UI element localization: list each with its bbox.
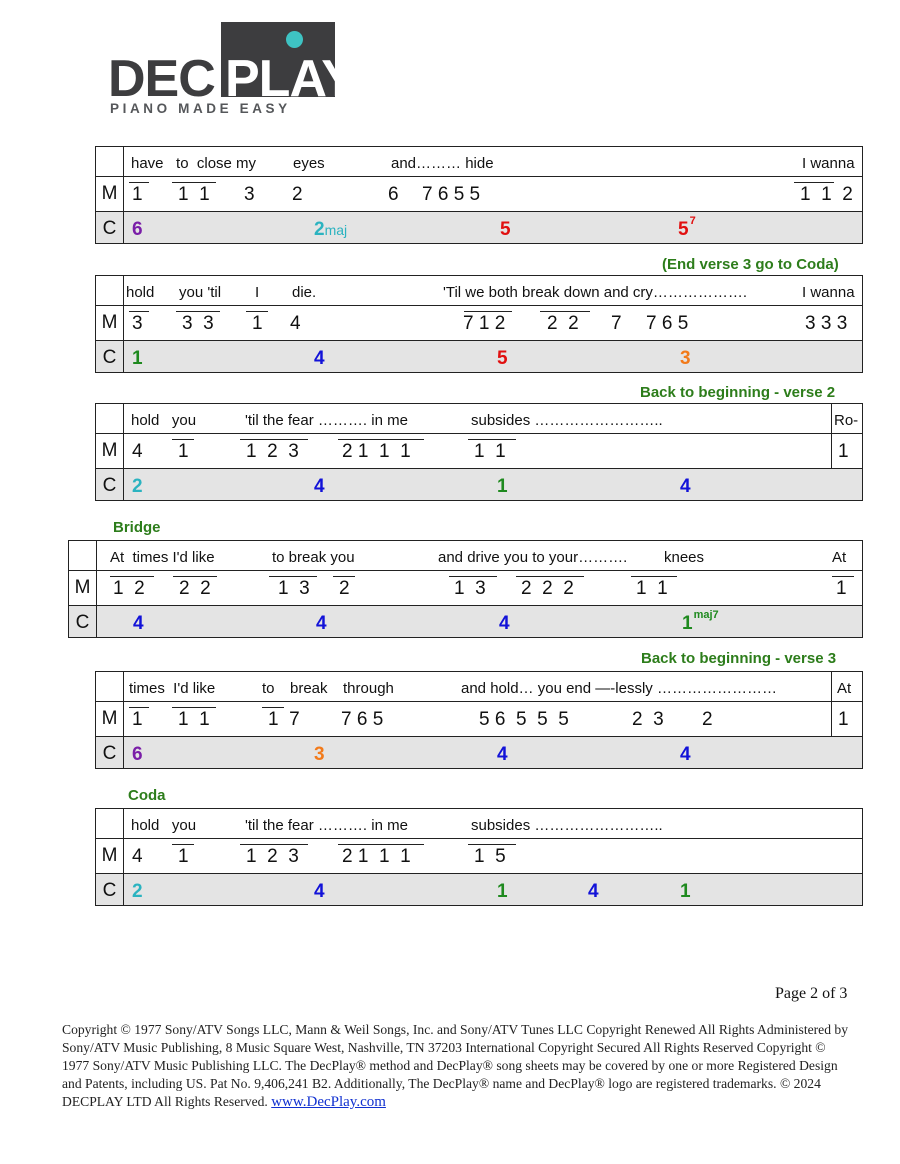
melody-note: 2 bbox=[702, 709, 713, 730]
lyrics-row bbox=[96, 672, 862, 702]
overline bbox=[269, 576, 317, 577]
chord: 1 bbox=[497, 881, 508, 902]
overline bbox=[516, 576, 584, 577]
chord: 1 bbox=[497, 476, 508, 497]
decplay-logo bbox=[108, 22, 355, 117]
chord: 4 bbox=[314, 476, 325, 497]
melody-note: 2 2 bbox=[179, 578, 211, 599]
overline bbox=[240, 844, 308, 845]
lyric: eyes bbox=[293, 155, 325, 172]
section-1 bbox=[95, 146, 863, 244]
chord: 4 bbox=[133, 613, 144, 634]
lyrics-row bbox=[96, 276, 862, 306]
overline bbox=[794, 182, 834, 183]
chord: 4 bbox=[497, 744, 508, 765]
lyrics-row bbox=[96, 404, 862, 434]
overline bbox=[540, 311, 590, 312]
lyric: I bbox=[255, 284, 260, 301]
melody-note: 1 bbox=[252, 313, 263, 334]
melody-note: 2 3 bbox=[632, 709, 664, 730]
melody-note: 1 bbox=[178, 441, 189, 462]
melody-note: 3 bbox=[132, 313, 143, 334]
lyric: and……… hide bbox=[391, 155, 494, 172]
lyric: to break you bbox=[272, 549, 355, 566]
melody-note: 7 6 5 bbox=[341, 709, 384, 730]
melody-note: 1 1 bbox=[178, 709, 210, 730]
lyric: 'til the fear ………. in me bbox=[245, 412, 408, 429]
chord: 5 bbox=[500, 219, 511, 240]
copyright-notice bbox=[62, 1021, 852, 1111]
lyric: subsides …………………….. bbox=[471, 412, 663, 429]
logo-dot bbox=[286, 31, 303, 48]
melody-header: M bbox=[69, 571, 97, 605]
melody-note: 1 1 2 bbox=[800, 184, 853, 205]
melody-note: 7 6 5 bbox=[646, 313, 689, 334]
label-bridge: Bridge bbox=[113, 519, 161, 536]
chord: 4 bbox=[680, 744, 691, 765]
melody-note: 3 bbox=[244, 184, 255, 205]
chord: 4 bbox=[314, 881, 325, 902]
melody-note: 1 bbox=[178, 846, 189, 867]
lyrics-header bbox=[96, 672, 124, 701]
melody-note: 6 bbox=[388, 184, 399, 205]
lyric: 'til the fear ………. in me bbox=[245, 817, 408, 834]
overline bbox=[172, 439, 194, 440]
chord: 4 bbox=[316, 613, 327, 634]
lyric: hold bbox=[126, 284, 155, 301]
chord: 2 bbox=[132, 476, 143, 497]
lyrics-header bbox=[96, 147, 124, 176]
lyric: I wanna bbox=[802, 155, 855, 172]
melody-note: 4 bbox=[132, 846, 143, 867]
melody-row bbox=[96, 434, 862, 469]
lyric: I wanna bbox=[802, 284, 855, 301]
overline bbox=[338, 844, 424, 845]
melody-note: 2 1 1 1 bbox=[342, 441, 411, 462]
label-end-verse3: (End verse 3 go to Coda) bbox=[662, 256, 839, 273]
lyric: subsides …………………….. bbox=[471, 817, 663, 834]
website-link[interactable]: www.DecPlay.com bbox=[271, 1094, 386, 1110]
melody-note: 1 1 bbox=[636, 578, 668, 599]
overline bbox=[240, 439, 308, 440]
chord: 4 bbox=[314, 348, 325, 369]
chord-row bbox=[96, 341, 862, 372]
lyrics-header bbox=[96, 404, 124, 433]
lyric: times I'd like bbox=[129, 680, 216, 697]
lyric: through bbox=[343, 680, 394, 697]
page-number: Page 2 of 3 bbox=[775, 985, 848, 1002]
chord: 2maj bbox=[314, 219, 348, 240]
lyric: At bbox=[837, 680, 852, 697]
melody-row bbox=[96, 306, 862, 341]
chord-header: C bbox=[96, 737, 124, 768]
chord-row bbox=[69, 606, 862, 637]
overline bbox=[333, 576, 355, 577]
chord-header: C bbox=[96, 341, 124, 372]
overline bbox=[338, 439, 424, 440]
label-back-verse2: Back to beginning - verse 2 bbox=[640, 384, 836, 401]
melody-note: 1 bbox=[838, 441, 849, 462]
logo-tagline: PIANO MADE EASY bbox=[110, 101, 291, 116]
melody-note: 1 3 bbox=[454, 578, 486, 599]
lyric: hold you bbox=[131, 412, 197, 429]
lyrics-header bbox=[96, 809, 124, 838]
label-coda: Coda bbox=[128, 787, 166, 804]
section-5 bbox=[95, 671, 863, 769]
overline bbox=[631, 576, 677, 577]
melody-note: 2 2 2 bbox=[521, 578, 574, 599]
melody-header: M bbox=[96, 702, 124, 736]
melody-row bbox=[96, 177, 862, 212]
chord: 6 bbox=[132, 219, 143, 240]
melody-row bbox=[96, 839, 862, 874]
overline bbox=[110, 576, 154, 577]
melody-note: 1 1 bbox=[474, 441, 506, 462]
section-3 bbox=[95, 403, 863, 501]
melody-note: 1 bbox=[132, 709, 143, 730]
melody-note: 1 bbox=[132, 184, 143, 205]
overline bbox=[262, 707, 284, 708]
logo-play-text: PLAY bbox=[225, 50, 355, 108]
overline bbox=[129, 311, 149, 312]
melody-note: 3 3 3 bbox=[805, 313, 848, 334]
lyric: to bbox=[262, 680, 275, 697]
overline bbox=[173, 576, 217, 577]
section-2 bbox=[95, 275, 863, 373]
chord-row bbox=[96, 469, 862, 500]
melody-note: 2 bbox=[339, 578, 350, 599]
melody-row bbox=[96, 702, 862, 737]
chord: 1 bbox=[132, 348, 143, 369]
overline bbox=[832, 576, 854, 577]
overline bbox=[129, 707, 149, 708]
lyrics-row bbox=[69, 541, 862, 571]
melody-note: 1 7 bbox=[268, 709, 300, 730]
logo-dec-text: DEC bbox=[108, 50, 215, 108]
chord-header: C bbox=[96, 469, 124, 500]
lyric: have to close my bbox=[131, 155, 257, 172]
melody-row bbox=[69, 571, 862, 606]
lyrics-header bbox=[96, 276, 124, 305]
melody-note: 1 bbox=[836, 578, 847, 599]
lyric: knees bbox=[664, 549, 705, 566]
lyric: 'Til we both break down and cry………………. bbox=[443, 284, 748, 301]
melody-note: 5 6 5 5 5 bbox=[479, 709, 569, 730]
lyrics-row bbox=[96, 147, 862, 177]
melody-note: 1 bbox=[838, 709, 849, 730]
melody-note: 1 1 bbox=[178, 184, 210, 205]
lyrics-row bbox=[96, 809, 862, 839]
overline bbox=[449, 576, 497, 577]
chord: 4 bbox=[680, 476, 691, 497]
melody-header: M bbox=[96, 839, 124, 873]
melody-header: M bbox=[96, 306, 124, 340]
chord-header: C bbox=[69, 606, 97, 637]
section-6-coda bbox=[95, 808, 863, 906]
overline bbox=[172, 844, 194, 845]
melody-note: 1 3 bbox=[278, 578, 310, 599]
chord: $5^7$ bbox=[678, 215, 696, 240]
chord: $1^{maj7}$ bbox=[682, 609, 719, 634]
overline bbox=[468, 439, 516, 440]
lyric: die. bbox=[292, 284, 317, 301]
melody-note: 2 1 1 1 bbox=[342, 846, 411, 867]
overline bbox=[172, 182, 216, 183]
lyrics-header bbox=[69, 541, 97, 570]
overline bbox=[468, 844, 516, 845]
melody-note: 3 3 bbox=[182, 313, 214, 334]
chord: 3 bbox=[680, 348, 691, 369]
chord: 4 bbox=[588, 881, 599, 902]
lyric: and hold… you end —-lessly …………………… bbox=[461, 680, 777, 697]
melody-note: 1 2 bbox=[113, 578, 145, 599]
chord-row bbox=[96, 212, 862, 243]
lyric: hold you bbox=[131, 817, 197, 834]
lyric: Ro- bbox=[834, 412, 859, 429]
section-4-bridge bbox=[68, 540, 863, 638]
chord-header: C bbox=[96, 212, 124, 243]
overline bbox=[246, 311, 268, 312]
chord-header: C bbox=[96, 874, 124, 905]
melody-note: 7 1 2 bbox=[463, 313, 506, 334]
lyric: you 'til bbox=[179, 284, 222, 301]
melody-note: 4 bbox=[132, 441, 143, 462]
chord: 3 bbox=[314, 744, 325, 765]
lyric: At times I'd like bbox=[110, 549, 215, 566]
overline bbox=[464, 311, 512, 312]
label-back-verse3: Back to beginning - verse 3 bbox=[641, 650, 837, 667]
chord: 1 bbox=[680, 881, 691, 902]
melody-note: 7 6 5 5 bbox=[422, 184, 481, 205]
melody-note: 2 2 bbox=[547, 313, 579, 334]
chord: 4 bbox=[499, 613, 510, 634]
melody-note: 1 5 bbox=[474, 846, 506, 867]
chord: 6 bbox=[132, 744, 143, 765]
melody-note: 1 2 3 bbox=[246, 846, 299, 867]
lyric: At bbox=[832, 549, 847, 566]
chord-row bbox=[96, 874, 862, 905]
melody-note: 4 bbox=[290, 313, 301, 334]
melody-note: 1 2 3 bbox=[246, 441, 299, 462]
chord-row bbox=[96, 737, 862, 768]
copyright-text: Copyright © 1977 Sony/ATV Songs LLC, Mann & Weil Songs, Inc. and Sony/ATV Tunes LLC Copyright Renewed All Rights Administered by Sony/ATV Music Publishing, 8 Music Square West, Nashville, TN 37203 International Copyright Secured All Rights Reserved Copyright © 1977 Sony/ATV Music Publishing LLC. The DecPlay® method and DecPlay® song sheets may be covered by one or more Registered Design and Patents, including US. Pat No. 9,406,241 B2. Additionally, The DecPlay® name and DecPlay® logo are registered trademarks. © 2024 DECPLAY LTD All Rights Reserved. bbox=[62, 1022, 848, 1109]
melody-note: 2 bbox=[292, 184, 303, 205]
lyric: break bbox=[290, 680, 328, 697]
chord: 5 bbox=[497, 348, 508, 369]
melody-header: M bbox=[96, 177, 124, 211]
melody-header: M bbox=[96, 434, 124, 468]
overline bbox=[176, 311, 220, 312]
lyric: and drive you to your………. bbox=[438, 549, 628, 566]
chord: 2 bbox=[132, 881, 143, 902]
melody-note: 7 bbox=[611, 313, 622, 334]
overline bbox=[129, 182, 149, 183]
overline bbox=[172, 707, 216, 708]
